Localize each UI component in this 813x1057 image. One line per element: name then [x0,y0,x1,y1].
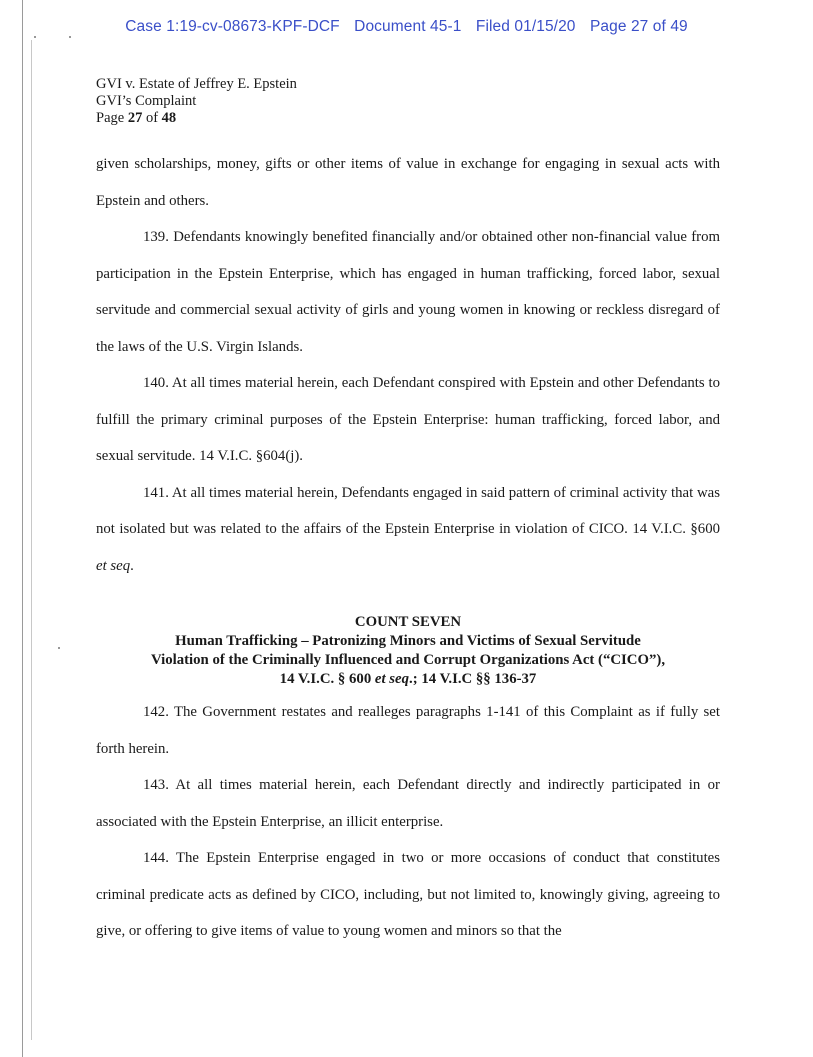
count-citation: 14 V.I.C. § 600 et seq.; 14 V.I.C §§ 136-37 [279,671,537,687]
count-title: COUNT SEVEN [354,614,462,630]
paragraph-continued: given scholarships, money, gifts or other items of value in exchange for engaging in sexual acts with Epstein and others. [96,156,720,209]
paragraph-141: 141. At all times material herein, Defendants engaged in said pattern of criminal activity that was not isolated but was related to the affairs of the Epstein Enterprise in violation of CICO. 14 V.I.C. §600 et seq. [96,484,720,574]
scan-speck [58,647,60,649]
ecf-page-number: Page 27 of 49 [589,18,688,35]
count-statute-line: Violation of the Criminally Influenced and Corrupt Organizations Act (“CICO”), [150,652,666,668]
count-subtitle: Human Trafficking – Patronizing Minors and Victims of Sexual Servitude [175,633,641,649]
body-section-2 [96,694,720,950]
ecf-header-stamp [0,18,813,36]
page-indicator: Page 27 of 48 [96,110,177,126]
paragraph-144: 144. The Epstein Enterprise engaged in two or more occasions of conduct that constitutes criminal predicate acts as defined by CICO, including, but not limited to, knowingly giving, agreeing to give, or offering to give items of value to young women and minors so that the [96,850,720,939]
count-seven-heading [96,613,720,689]
document-header [96,76,297,127]
case-number: Case 1:19-cv-08673-KPF-DCF [125,18,340,35]
scan-speck [69,36,71,38]
document-title: GVI’s Complaint [96,93,197,109]
paragraph-139: 139. Defendants knowingly benefited financially and/or obtained other non-financial value from participation in the Epstein Enterprise, which has engaged in human trafficking, forced labor, sexual servitude and commercial sexual activity of girls and young women in knowing or reckless disregard of the laws of the U.S. Virgin Islands. [96,229,720,355]
scan-edge-line-faint [31,40,32,1040]
paragraph-143: 143. At all times material herein, each Defendant directly and indirectly participated in or associated with the Epstein Enterprise, an illicit enterprise. [96,777,720,830]
scan-edge-line [22,0,23,1057]
paragraph-140: 140. At all times material herein, each Defendant conspired with Epstein and other Defendants to fulfill the primary criminal purposes of the Epstein Enterprise: human trafficking, forced labor, and sexual servitude. 14 V.I.C. §604(j). [96,375,720,464]
paragraph-142: 142. The Government restates and realleges paragraphs 1-141 of this Complaint as if fully set forth herein. [96,704,720,757]
case-caption: GVI v. Estate of Jeffrey E. Epstein [96,76,297,92]
document-number: Document 45-1 [354,18,462,35]
body-section-1 [96,146,720,584]
filed-date: Filed 01/15/20 [475,18,576,35]
scan-speck [34,36,36,38]
